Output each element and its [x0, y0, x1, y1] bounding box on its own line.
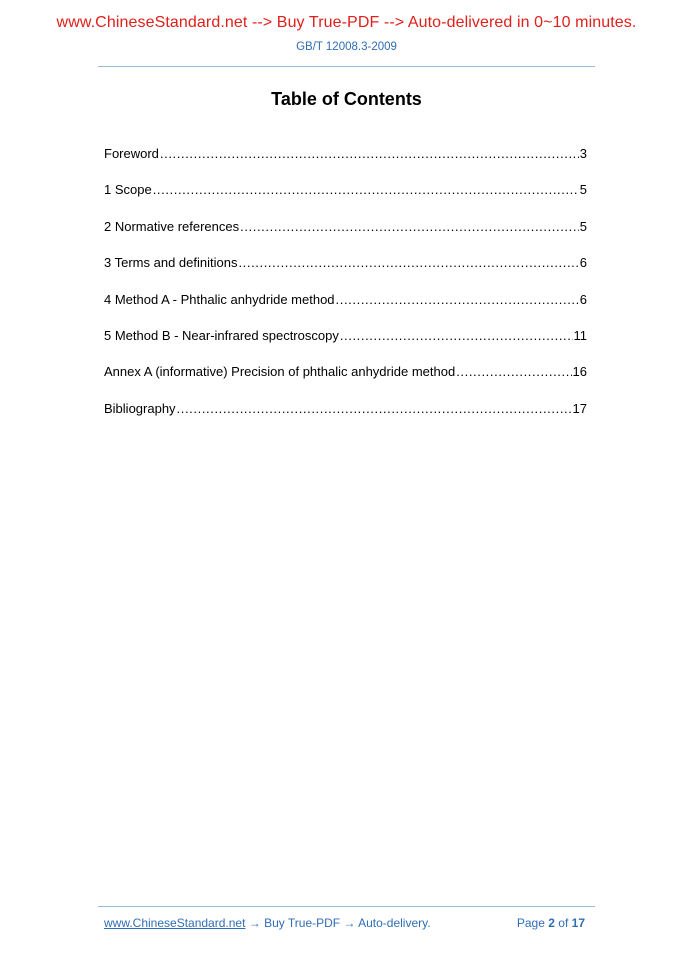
- toc-entry-label: Foreword: [104, 146, 159, 161]
- toc-entry-annex-a[interactable]: [104, 364, 587, 400]
- toc-dot-leader: [336, 292, 579, 307]
- toc-entry-page: 5: [579, 218, 587, 234]
- toc-entry-label: 2 Normative references: [104, 218, 240, 234]
- toc-entry-label: 3 Terms and definitions: [104, 255, 238, 271]
- toc-entry-page: 17: [572, 400, 587, 416]
- toc-entry-scope[interactable]: [104, 182, 587, 218]
- table-of-contents: [104, 146, 587, 437]
- toc-entry-page: 11: [573, 327, 587, 343]
- footer-promo: [104, 916, 431, 930]
- toc-entry-page: 6: [579, 291, 587, 307]
- toc-dot-leader: [160, 146, 579, 161]
- toc-entry-label: Bibliography: [104, 400, 176, 416]
- document-code: GB/T 12008.3-2009: [296, 41, 397, 53]
- page-indicator: [517, 916, 585, 930]
- toc-dot-leader: [456, 364, 571, 379]
- footer-promo-text: → Buy True-PDF → Auto-delivery.: [245, 916, 431, 930]
- toc-entry-label: 5 Method B - Near-infrared spectroscopy: [104, 327, 339, 343]
- toc-dot-leader: [177, 401, 572, 416]
- toc-entry-method-b[interactable]: [104, 328, 587, 364]
- toc-entry-page: 16: [572, 364, 587, 380]
- page-title: Table of Contents: [271, 89, 422, 109]
- toc-entry-label: 1 Scope: [104, 182, 152, 198]
- toc-entry-bibliography[interactable]: [104, 401, 587, 437]
- toc-entry-terms-and-definitions[interactable]: [104, 255, 587, 291]
- toc-dot-leader: [153, 182, 579, 197]
- page-of-word: of: [558, 916, 569, 930]
- page-word: Page: [516, 916, 545, 930]
- toc-entry-page: 6: [579, 255, 587, 271]
- header-divider: [98, 66, 595, 67]
- toc-entry-page: 3: [579, 146, 587, 161]
- toc-entry-page: 5: [579, 182, 587, 198]
- toc-dot-leader: [240, 219, 579, 234]
- toc-entry-label: Annex A (informative) Precision of phthalic anhydride method: [104, 364, 456, 380]
- total-page-count: 17: [571, 916, 585, 930]
- footer-site-link[interactable]: www.ChineseStandard.net: [104, 916, 246, 930]
- toc-entry-foreword[interactable]: [104, 146, 587, 182]
- toc-entry-label: 4 Method A - Phthalic anhydride method: [104, 291, 335, 307]
- top-banner[interactable]: www.ChineseStandard.net --> Buy True-PDF --> Auto-delivered in 0~10 minutes.: [56, 14, 637, 31]
- toc-dot-leader: [340, 328, 573, 343]
- toc-dot-leader: [238, 255, 578, 270]
- current-page-number: 2: [548, 916, 555, 930]
- footer-divider: [98, 906, 595, 907]
- toc-entry-method-a[interactable]: [104, 292, 587, 328]
- toc-entry-normative-references[interactable]: [104, 219, 587, 255]
